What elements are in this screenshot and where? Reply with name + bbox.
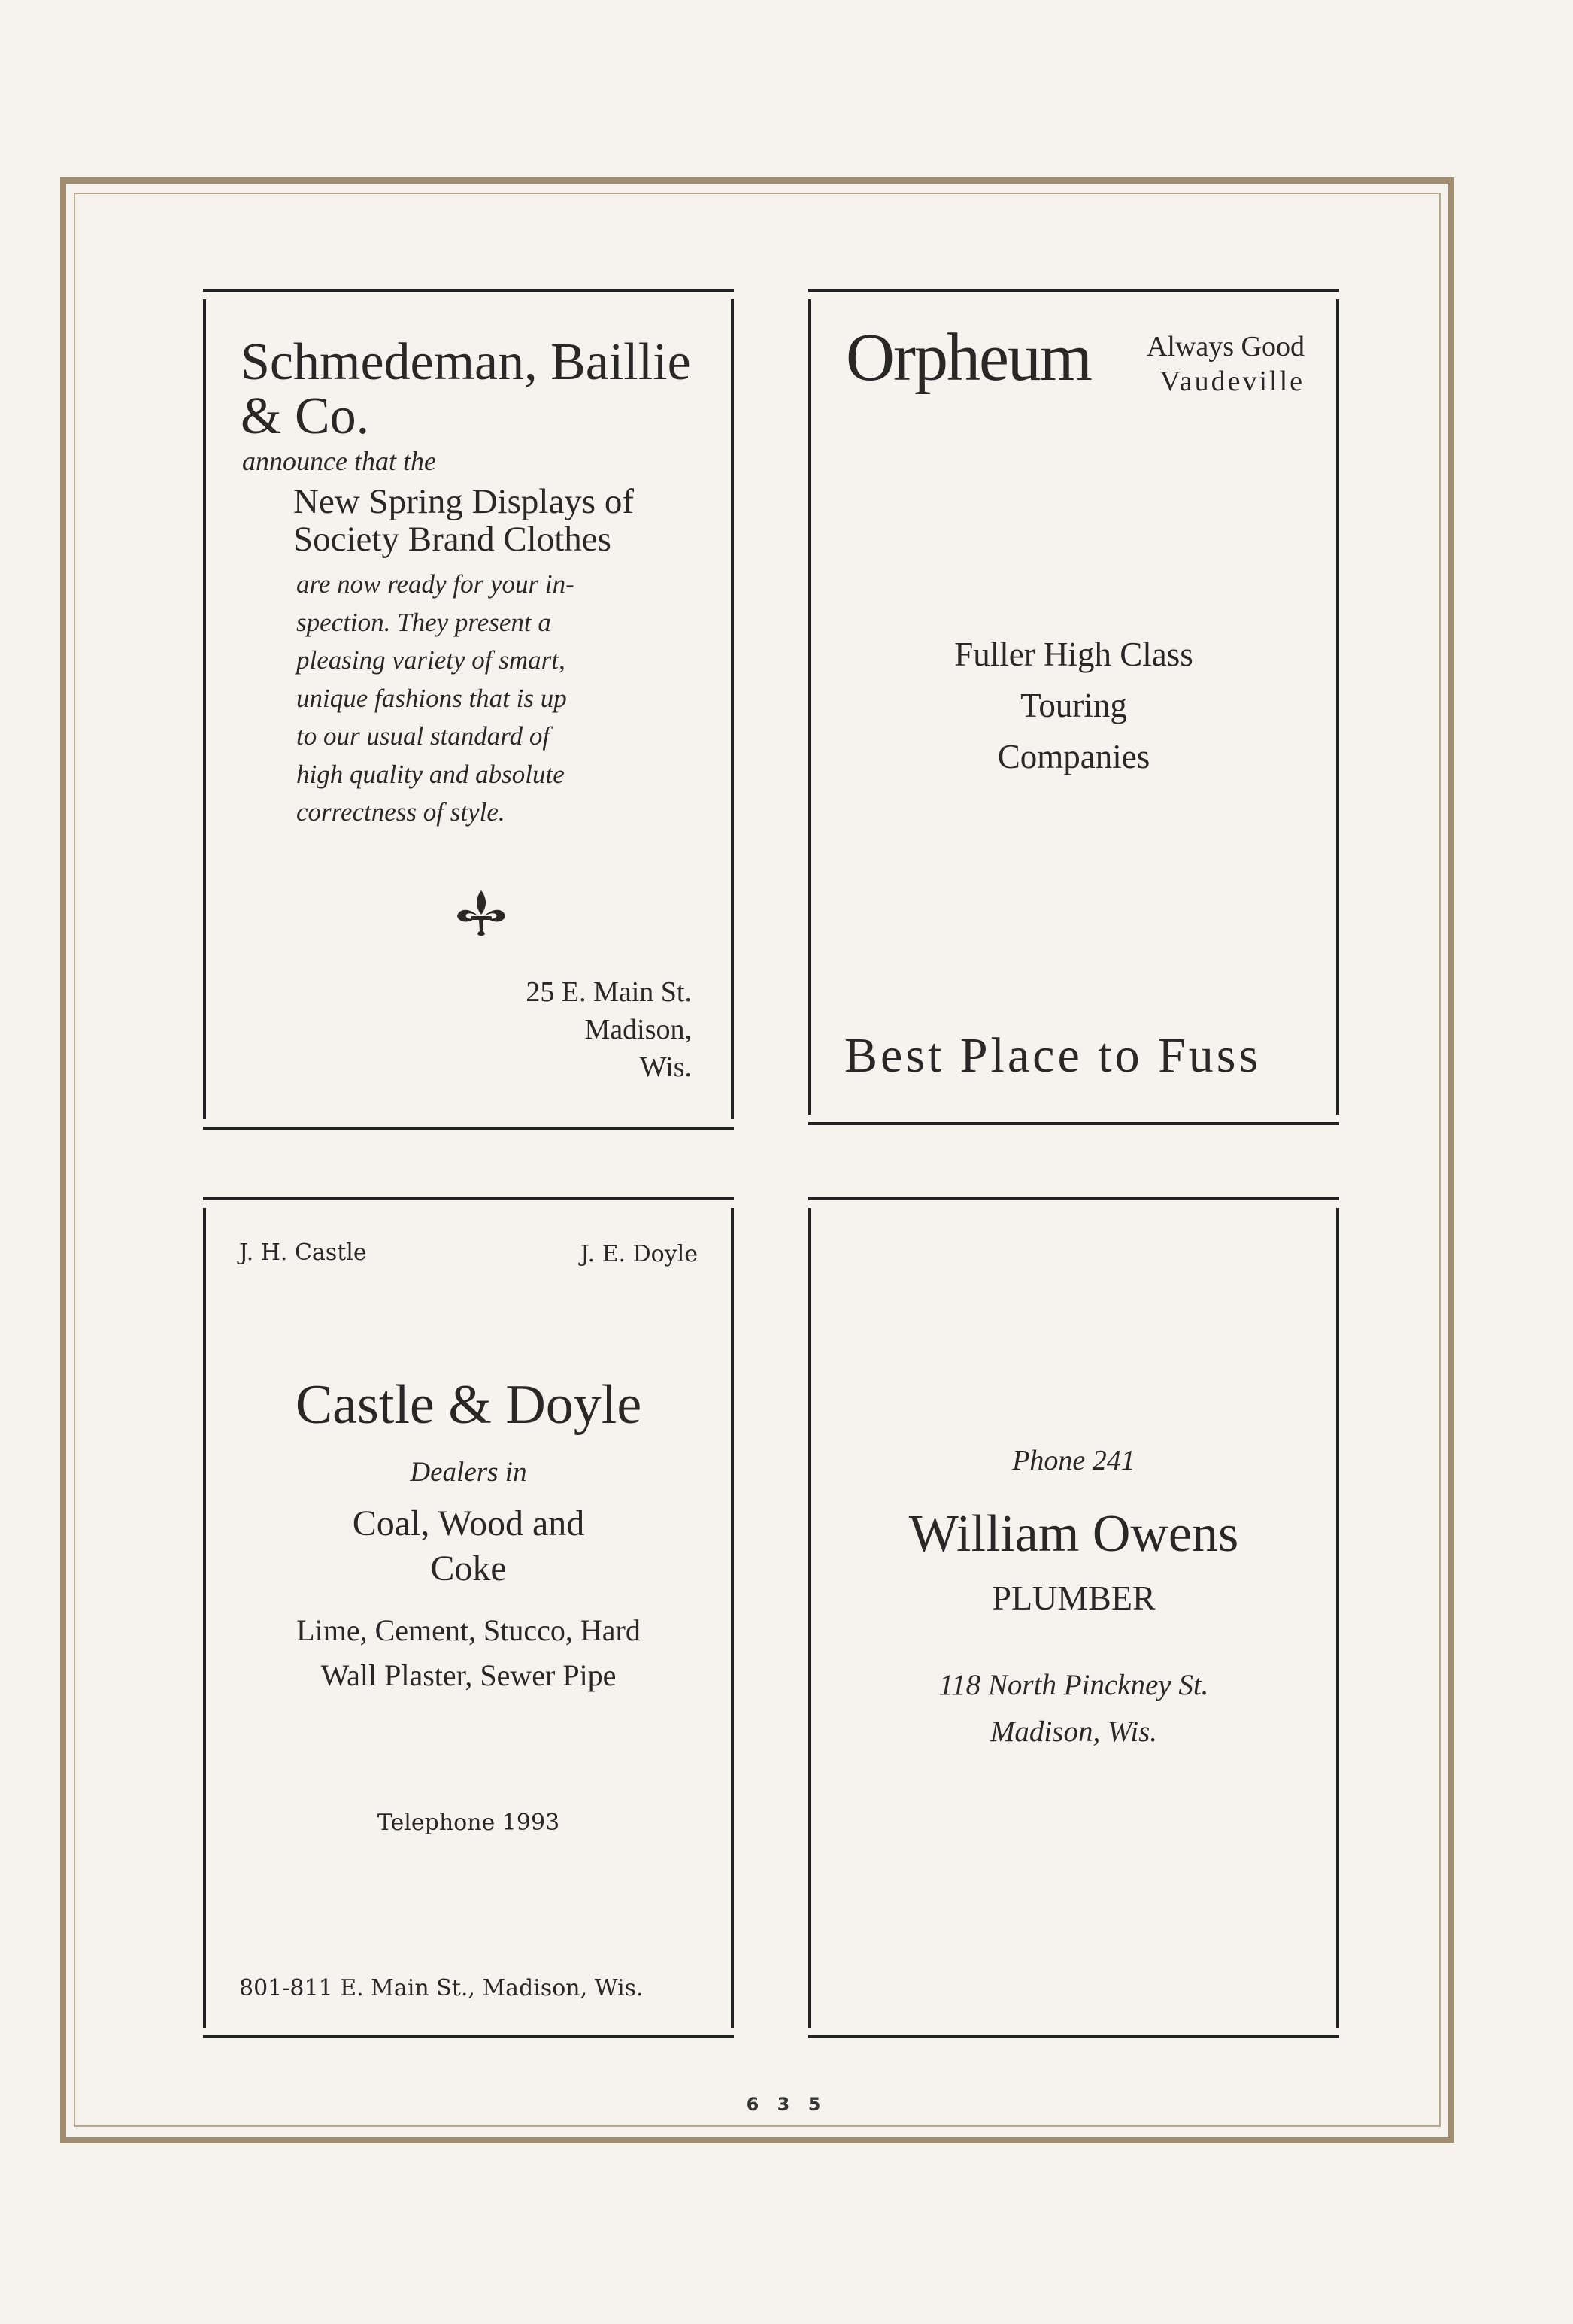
ad-body-line: Touring (1020, 687, 1127, 724)
ad-trade: PLUMBER (992, 1579, 1156, 1617)
partner-name: J. H. Castle (239, 1239, 367, 1266)
ad-display-line: New Spring Displays of (293, 482, 634, 521)
ad-body-line: pleasing variety of smart, (296, 645, 565, 675)
page-number: 6 3 5 (746, 2094, 827, 2115)
ad-william-owens (808, 1197, 1339, 2038)
ad-body-line: correctness of style. (296, 797, 505, 827)
ad-body-line: unique fashions that is up (296, 683, 567, 713)
ad-extras-line: Wall Plaster, Sewer Pipe (320, 1658, 617, 1692)
ad-extras (203, 1608, 734, 1698)
ad-products (203, 1501, 734, 1591)
ad-body (808, 629, 1339, 782)
ad-address-line: 25 E. Main St. (526, 976, 692, 1008)
ad-body-line: Fuller High Class (954, 636, 1193, 673)
ad-orpheum (808, 289, 1339, 1125)
ad-products-line: Coal, Wood and (352, 1503, 585, 1543)
ad-castle-doyle (203, 1197, 734, 2038)
ad-address-line: 118 North Pinckney St. (938, 1669, 1209, 1701)
ad-title: Castle & Doyle (295, 1374, 642, 1436)
ad-title: Orpheum (846, 320, 1091, 395)
ad-address: 801-811 E. Main St., Madison, Wis. (239, 1975, 644, 2001)
ad-body-line: Companies (997, 738, 1150, 775)
ad-body-line: to our usual standard of (296, 721, 550, 751)
ad-extras-line: Lime, Cement, Stucco, Hard (296, 1613, 641, 1647)
ad-title-continued: & Co. (241, 387, 370, 445)
ad-body-line: spection. They present a (296, 607, 551, 637)
ad-body-line: high quality and absolute (296, 759, 565, 789)
partner-name: J. E. Doyle (580, 1241, 698, 1267)
ad-products-line: Coke (430, 1549, 507, 1588)
ad-tagline-line: Vaudeville (1159, 366, 1305, 397)
ad-tagline-line: Always Good (1146, 331, 1305, 363)
ad-body-line: are now ready for your in- (296, 569, 574, 599)
fleuron-icon (451, 886, 511, 939)
ad-title: Schmedeman, Baillie (241, 333, 691, 391)
ad-slogan: Best Place to Fuss (844, 1028, 1262, 1083)
ad-schmedeman-baillie (203, 289, 734, 1130)
ad-tagline (1147, 329, 1305, 399)
ad-address-line: Madison, (584, 1014, 692, 1045)
ad-address-line: Madison, Wis. (990, 1716, 1158, 1748)
ad-address-line: Wis. (639, 1051, 692, 1083)
ad-telephone: Telephone 1993 (377, 1810, 560, 1836)
ad-display-line: Society Brand Clothes (293, 520, 611, 559)
ad-phone: Phone 241 (1012, 1445, 1135, 1476)
ad-address (808, 1662, 1339, 1755)
ad-address (526, 973, 692, 1086)
ad-intro: announce that the (242, 446, 436, 476)
ad-subtitle: Dealers in (410, 1457, 527, 1488)
ad-body (296, 566, 574, 832)
ad-title: William Owens (908, 1505, 1239, 1563)
